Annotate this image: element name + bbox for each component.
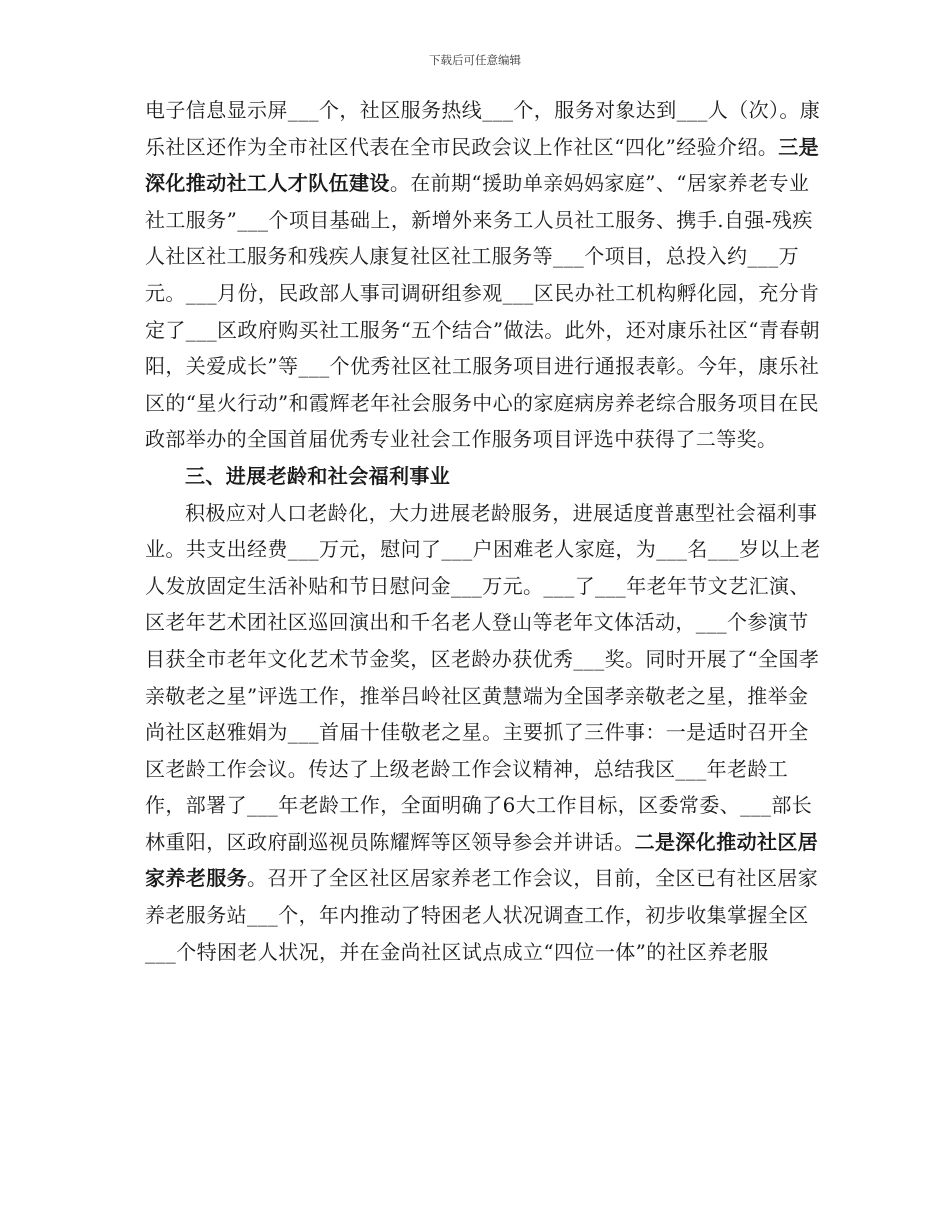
document-body: [145, 92, 825, 970]
section-heading: 三、进展老龄和社会福利事业: [185, 463, 451, 488]
paragraph-text: 积极应对人口老龄化，大力进展老龄服务，进展适度普惠型社会福利事业。共支出经费___万元，慰问了___户困难老人家庭，为___名___岁以上老人发放固定生活补贴和节日慰问金___万元。___了___年老年节文艺汇演、区老年艺术团社区巡回演出和千名老人登山等老年文体活动，___个参演节目获全市老年文化艺术节金奖，区老龄办获优秀___奖。同时开展了“全国孝亲敬老之星”评选工作，推举吕岭社区黄慧端为全国孝亲敬老之星，推举金尚社区赵雅娟为___首届十佳敬老之星。主要抓了三件事：一是适时召开全区老龄工作会议。传达了上级老龄工作会议精神，总结我区___年老龄工作，部署了___年老龄工作，全面明确了6大工作目标，区委常委、___部长林重阳，区政府副巡视员陈耀辉等区领导参会并讲话。: [145, 500, 821, 854]
paragraph-text: 。召开了全区社区居家养老工作会议，目前，全区已有社区居家养老服务站___个，年内推动了特困老人状况调查工作，初步收集掌握全区___个特困老人状况，并在金尚社区试点成立“四位一体”的社区养老服: [145, 866, 819, 964]
bold-phrase: 三是深化推动社工人才队伍建设: [145, 134, 820, 196]
paragraph-continuation: [145, 92, 825, 458]
paragraph-text: 。在前期“援助单亲妈妈家庭”、“居家养老专业社工服务”___个项目基础上，新增外来务工人员社工服务、携手.自强-残疾人社区社工服务和残疾人康复社区社工服务等___个项目，总投入约___万元。___月份，民政部人事司调研组参观___区民办社工机构孵化园，充分肯定了___区政府购买社工服务“五个结合”做法。此外，还对康乐社区“青春朝阳，关爱成长”等___个优秀社区社工服务项目进行通报表彰。今年，康乐社区的“星火行动”和霞辉老年社会服务中心的家庭病房养老综合服务项目在民政部举办的全国首届优秀专业社会工作服务项目评选中获得了二等奖。: [145, 171, 821, 452]
paragraph: [145, 495, 825, 971]
page-header: 下载后可任意编辑: [429, 53, 521, 67]
paragraph-text: 电子信息显示屏___个，社区服务热线___个，服务对象达到___人（次）。康乐社区还作为全市社区代表在全市民政会议上作社区“四化”经验介绍。: [145, 98, 821, 159]
bold-phrase: 二是深化推动社区居家养老服务: [145, 829, 819, 891]
